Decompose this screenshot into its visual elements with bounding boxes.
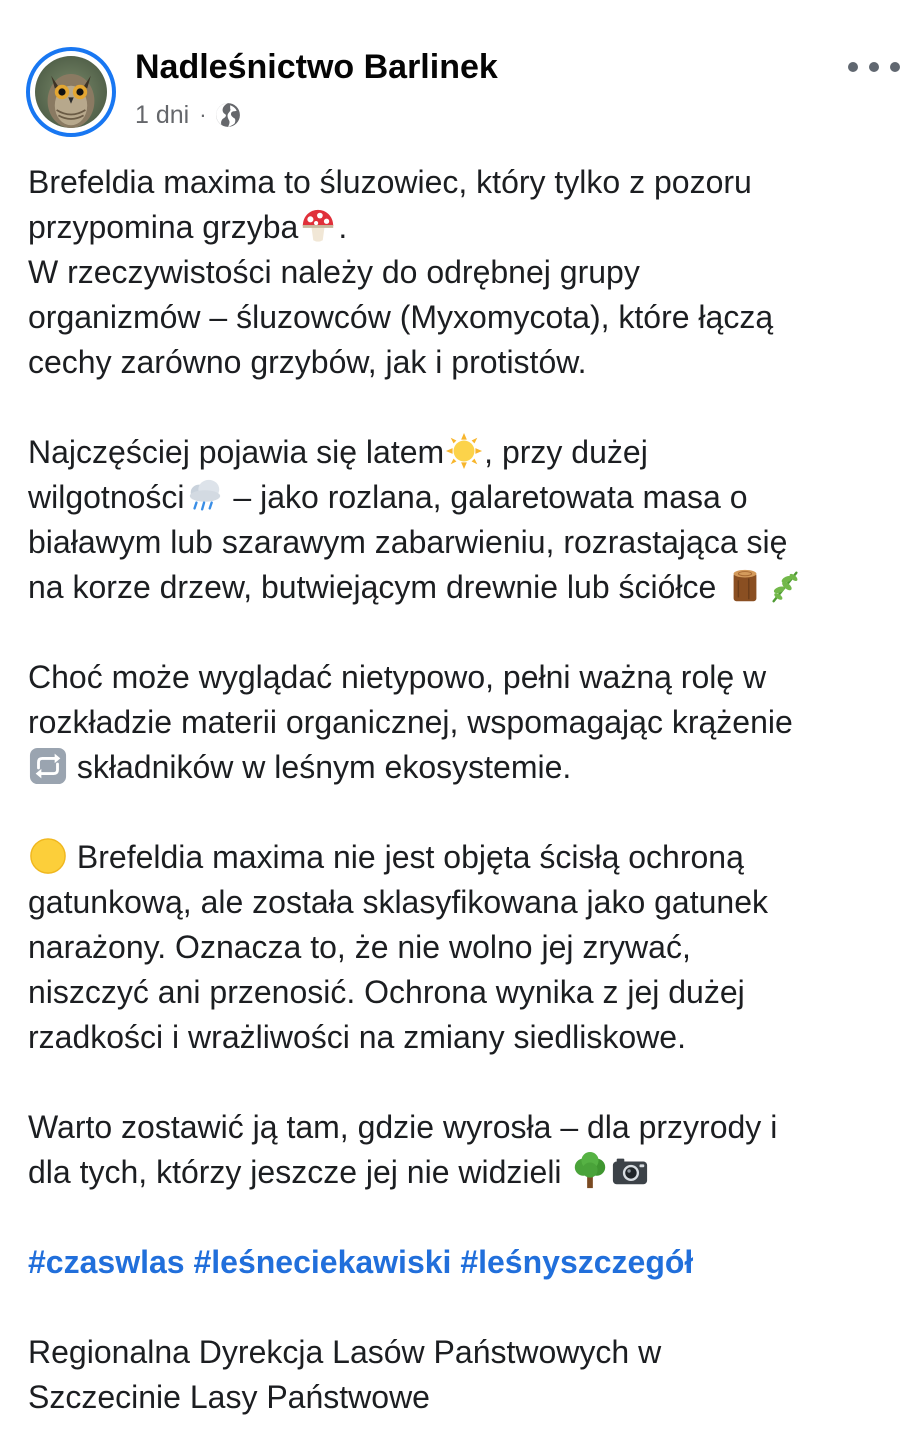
text-segment: . [338,209,348,245]
more-dot [848,62,858,72]
more-options-icon[interactable] [848,50,900,84]
tree-icon [571,1152,609,1190]
paragraph-5 [28,1105,898,1195]
page-avatar[interactable] [26,47,116,137]
text-line: Szczecinie Lasy Państwowe [28,1379,430,1415]
text-line [28,430,898,475]
hashtag-link[interactable]: #czaswlas [28,1244,185,1280]
yellow-circle-icon [29,837,67,875]
text-line: rzadkości i wrażliwości na zmiany siedliskowe. [28,1019,686,1055]
text-segment: Brefeldia maxima nie jest objęta ścisłą ochroną [68,839,744,875]
meta-separator: · [199,102,207,127]
page-name[interactable]: Nadleśnictwo Barlinek [135,48,498,86]
rain-cloud-icon [186,477,224,515]
text-segment: przypomina grzyba [28,209,299,245]
hashtag-link[interactable]: #leśneciekawiski [193,1244,452,1280]
text-line: gatunkową, ale została sklasyfikowana jako gatunek [28,884,768,920]
text-line [28,205,898,250]
paragraph-2 [28,430,898,610]
camera-icon [611,1152,649,1190]
hashtags [28,1240,898,1285]
text-line [28,475,898,520]
post-timestamp[interactable]: 1 dni [135,100,190,129]
more-dot [890,62,900,72]
post-meta [135,98,241,132]
mushroom-icon [299,207,337,245]
hashtag-link[interactable]: #leśnyszczegół [460,1244,694,1280]
sun-icon [445,432,483,470]
globe-icon[interactable] [215,102,241,128]
text-segment: dla tych, którzy jeszcze jej nie widzieli [28,1154,571,1190]
text-line: niszczyć ani przenosić. Ochrona wynika z jej dużej [28,974,745,1010]
post-body [28,160,898,1420]
paragraph-1 [28,160,898,385]
text-line: narażony. Oznacza to, że nie wolno jej zrywać, [28,929,691,965]
text-segment: Najczęściej pojawia się latem [28,434,445,470]
text-line: Choć może wyglądać nietypowo, pełni ważną rolę w [28,659,767,695]
wood-log-icon [726,567,764,605]
hashtag-line [28,1240,898,1285]
herb-icon [766,567,804,605]
text-segment: , przy dużej [484,434,648,470]
text-line: Regionalna Dyrekcja Lasów Państwowych w [28,1334,662,1370]
repeat-arrows-icon [29,747,67,785]
text-line: Warto zostawić ją tam, gdzie wyrosła – dla przyrody i [28,1109,778,1145]
text-line [28,835,898,880]
post-header [0,0,920,150]
text-segment: wilgotności [28,479,185,515]
text-line: białawym lub szarawym zabarwieniu, rozrastająca się [28,524,788,560]
text-segment: składników w leśnym ekosystemie. [68,749,572,785]
more-dot [869,62,879,72]
footer-text [28,1330,898,1420]
text-line [28,1150,898,1195]
text-line: Brefeldia maxima to śluzowiec, który tylko z pozoru [28,164,752,200]
paragraph-3 [28,655,898,790]
text-segment: – jako rozlana, galaretowata masa o [224,479,748,515]
text-line: organizmów – śluzowców (Myxomycota), które łączą [28,299,774,335]
paragraph-4 [28,835,898,1060]
text-line [28,565,898,610]
text-segment: na korze drzew, butwiejącym drewnie lub ściółce [28,569,726,605]
text-line: W rzeczywistości należy do odrębnej grupy [28,254,640,290]
text-line: rozkładzie materii organicznej, wspomagając krążenie [28,704,793,740]
text-line: cechy zarówno grzybów, jak i protistów. [28,344,587,380]
owl-avatar-icon [35,56,107,128]
text-line [28,745,898,790]
